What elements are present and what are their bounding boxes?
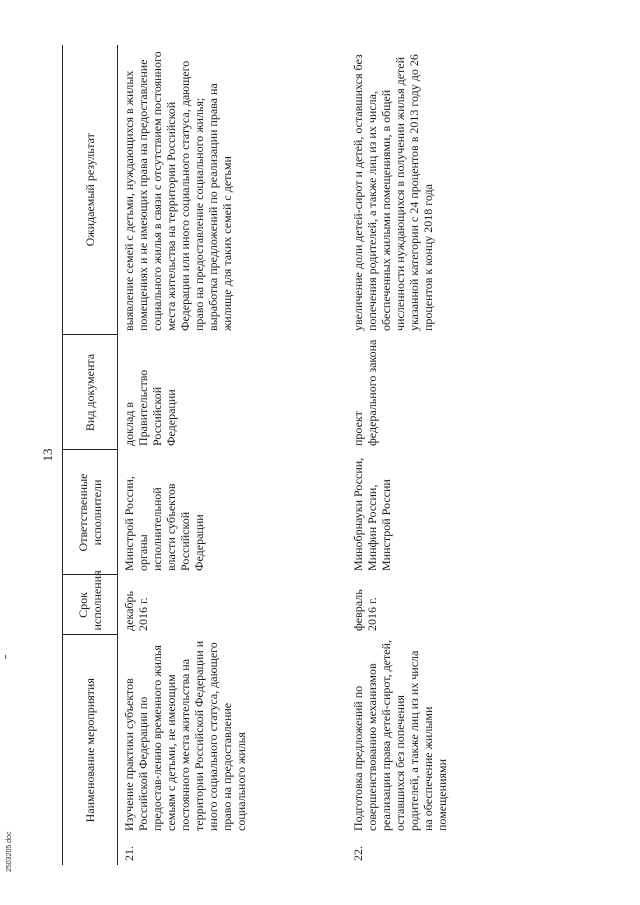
row-executors: Минобрнауки России, Минфин России, Минстрой России (351, 457, 393, 571)
row-executors: Минстрой России, органы исполнительной власти субъектов Российской Федерации (122, 476, 206, 571)
row-deadline: декабрь 2016 г. (122, 591, 150, 631)
row-number: 21. (122, 846, 136, 861)
action-plan-table (62, 45, 561, 865)
row-number: 22. (351, 846, 365, 861)
row-name: Подготовка предложений по совершенствованию механизмов реализации права детей-сирот, детей, оставшихся без попечения родителей, а также лиц из их числа на обеспечение жилыми помещениями (351, 639, 449, 831)
document-code: 2503205.doc (6, 831, 13, 872)
row-result: выявление семей с детьми, нуждающихся в жилых помещениях и не имеющих права на предоставление социального жилья в связи с отсутствием постоянного места жительства на территории Российской Федерации или иного социального статуса, дающего право на предоставление социального жилья; выработка предложений по реализации права на жилище для таких семей с детьми (122, 51, 234, 331)
row-doc-type: доклад в Правительство Российской Федерации (122, 369, 178, 446)
table-row (347, 45, 561, 865)
header-deadline: Срок исполнения (63, 575, 118, 635)
header-result: Ожидаемый результат (63, 45, 118, 335)
page-number: 13 (40, 448, 55, 462)
header-executors: Ответственные исполнители (63, 450, 118, 575)
scan-mark (5, 655, 6, 659)
rotated-content (40, 45, 585, 865)
row-result: увеличение доли детей-сирот и детей, оставшихся без попечения родителей, а также лиц из их числа, обеспеченных жилыми помещениями, в общей численности нуждающихся в получении жилья детей указанной категории с 24 процентов в 2013 году до 26 процентов к концу 2018 года (351, 54, 435, 331)
row-name: Изучение практики субъектов Российской Федерации по предостав-лению временного жилья семьям с детьми, не имеющим постоянного места жительства на территории Российской Федерации и иного социального статуса, дающего право на предоставление социального жилья (122, 640, 248, 831)
header-doc-type: Вид документа (63, 335, 118, 450)
row-deadline: февраль 2016 г. (351, 589, 379, 631)
table-row (118, 45, 348, 865)
row-doc-type: проект федерального закона (351, 339, 379, 446)
table-header-row (63, 45, 118, 865)
header-name: Наименование мероприятия (63, 635, 118, 865)
